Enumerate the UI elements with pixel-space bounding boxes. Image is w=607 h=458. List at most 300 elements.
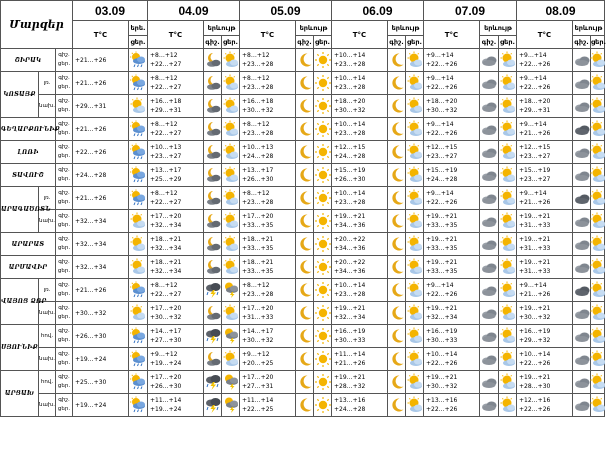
night-label: գիշ. xyxy=(58,213,70,219)
region-name: ԳԵՂԱՐՔՈՒՆԻՔ xyxy=(1,118,56,141)
weather-icon-cell xyxy=(204,49,222,72)
sun-cloud-icon xyxy=(589,373,607,391)
temperature-cell xyxy=(517,141,573,164)
temperature-cell xyxy=(424,233,480,256)
temp-night: +14…+17 xyxy=(242,328,274,335)
sun-cloud-storm-icon xyxy=(222,373,240,391)
night-label: գիշ. xyxy=(58,328,70,334)
weather-icon-cell xyxy=(591,371,605,394)
moon-icon xyxy=(296,97,314,115)
weather-icon-cell xyxy=(591,141,605,164)
temperature-cell xyxy=(148,187,204,210)
sun-cloud-icon xyxy=(499,74,517,92)
sun-cloud-rain-icon xyxy=(129,120,147,138)
weather-icon-cell xyxy=(314,348,332,371)
temperature-cell xyxy=(240,256,296,279)
sun-cloud-icon xyxy=(589,327,607,345)
temp-night: +11…+14 xyxy=(150,397,182,404)
weather-icon-cell xyxy=(499,279,517,302)
weather-icon-cell xyxy=(499,325,517,348)
temp-night: +17…+20 xyxy=(242,213,274,220)
weather-icon-cell xyxy=(129,164,148,187)
weather-icon-cell xyxy=(499,164,517,187)
weather-icon-cell xyxy=(222,72,240,95)
sun-cloud-icon xyxy=(129,97,147,115)
sun-cloud-icon xyxy=(222,97,240,115)
date-header-3: 06.09 xyxy=(332,1,424,21)
subregion-name: նախ. xyxy=(39,302,56,325)
weather-icon-cell xyxy=(388,118,406,141)
temperature-cell xyxy=(517,210,573,233)
weather-icon-cell xyxy=(314,233,332,256)
temp-day: +23…+28 xyxy=(242,130,274,137)
temp-night: +9…+12 xyxy=(242,351,270,358)
temp-night: +19…+21 xyxy=(426,259,458,266)
weather-icon-cell xyxy=(296,210,314,233)
temp-day: +30…+33 xyxy=(334,337,366,344)
temp-night: +9…+14 xyxy=(519,282,547,289)
temperature-cell xyxy=(424,279,480,302)
temp-night: +10…+13 xyxy=(242,144,274,151)
temperature-cell xyxy=(332,95,388,118)
temp-day: +23…+28 xyxy=(334,199,366,206)
temp-night: +24…+28 xyxy=(75,171,107,179)
weather-icon-cell xyxy=(388,371,406,394)
weather-icon-cell xyxy=(406,325,424,348)
sun-cloud-icon xyxy=(589,235,607,253)
temp-day: +22…+26 xyxy=(519,360,551,367)
weather-icon-cell xyxy=(388,210,406,233)
night-abbr-header: գիշ. xyxy=(480,36,499,49)
cloud-storm-icon xyxy=(204,281,222,299)
cloud-icon xyxy=(480,281,498,299)
day-label: ցեր. xyxy=(57,176,71,182)
temperature-cell xyxy=(240,210,296,233)
temperature-cell xyxy=(148,72,204,95)
weather-icon-cell xyxy=(204,325,222,348)
night-abbr-header: գիշ. xyxy=(573,36,591,49)
forecast-row xyxy=(1,233,605,256)
temperature-cell xyxy=(148,49,204,72)
temperature-cell xyxy=(148,233,204,256)
temperature-cell xyxy=(73,233,129,256)
weather-icon-cell xyxy=(499,394,517,417)
sun-cloud-icon xyxy=(589,97,607,115)
temp-day: +22…+26 xyxy=(426,199,458,206)
temperature-cell xyxy=(240,49,296,72)
temperature-cell xyxy=(240,394,296,417)
day-label: ցեր. xyxy=(57,360,71,366)
region-name: ԿՈՏԱՅՔ xyxy=(1,72,39,118)
temp-night: +13…+16 xyxy=(426,397,458,404)
weather-icon-cell xyxy=(406,279,424,302)
moon-cloud-icon xyxy=(204,51,222,69)
temperature-cell xyxy=(240,325,296,348)
weather-icon-cell xyxy=(591,394,605,417)
subregion-name: լռ. xyxy=(39,279,56,302)
time-of-day xyxy=(56,141,73,164)
region-name: ՏԱՎՈՒՇ xyxy=(1,164,56,187)
weather-icon-cell xyxy=(129,348,148,371)
temperature-cell xyxy=(424,394,480,417)
temp-day: +22…+26 xyxy=(426,84,458,91)
temp-day: +30…+32 xyxy=(334,107,366,114)
temp-day: +29…+32 xyxy=(519,337,551,344)
weather-icon-cell xyxy=(314,256,332,279)
weather-icon-cell xyxy=(406,394,424,417)
moon-icon xyxy=(296,258,314,276)
forecast-row xyxy=(1,141,605,164)
temp-day: +31…+33 xyxy=(519,245,551,252)
moon-icon xyxy=(388,304,406,322)
temp-night: +9…+14 xyxy=(426,52,454,59)
weather-icon-cell xyxy=(204,187,222,210)
temp-night: +12…+15 xyxy=(426,144,458,151)
time-of-day xyxy=(56,348,73,371)
temp-day: +28…+32 xyxy=(334,383,366,390)
forecast-row xyxy=(1,302,605,325)
sun-cloud-icon xyxy=(129,235,147,253)
temp-night: +9…+14 xyxy=(519,121,547,128)
weather-icon-cell xyxy=(388,233,406,256)
sun-cloud-icon xyxy=(499,258,517,276)
temp-header: T°C xyxy=(148,21,204,49)
weather-icon-cell xyxy=(480,325,499,348)
sun-icon xyxy=(314,143,332,161)
night-label: գիշ. xyxy=(58,374,70,380)
weather-icon-cell xyxy=(406,187,424,210)
temp-night: +12…+16 xyxy=(519,397,551,404)
day-label: ցեր. xyxy=(57,268,71,274)
weather-icon-cell xyxy=(406,95,424,118)
temp-night: +17…+20 xyxy=(150,213,182,220)
cloud-icon xyxy=(480,258,498,276)
temperature-cell xyxy=(517,164,573,187)
temp-day: +21…+26 xyxy=(519,199,551,206)
weather-icon-cell xyxy=(296,371,314,394)
weather-icon-cell xyxy=(296,325,314,348)
temp-night: +8…+12 xyxy=(242,190,270,197)
weather-icon-cell xyxy=(499,348,517,371)
temp-day: +22…+27 xyxy=(150,61,182,68)
weather-icon-cell xyxy=(480,256,499,279)
day-label: ցեր. xyxy=(57,107,71,113)
sun-cloud-icon xyxy=(222,350,240,368)
weather-icon-cell xyxy=(296,302,314,325)
temperature-cell xyxy=(332,302,388,325)
temp-night: +14…+17 xyxy=(150,328,182,335)
weather-icon-cell xyxy=(591,302,605,325)
temperature-cell xyxy=(240,279,296,302)
temp-day: +22…+26 xyxy=(426,291,458,298)
sun-cloud-icon xyxy=(222,120,240,138)
weather-icon-cell xyxy=(129,233,148,256)
night-label: գիշ. xyxy=(58,236,70,242)
weather-icon-cell xyxy=(314,95,332,118)
cloud-icon xyxy=(480,350,498,368)
sun-cloud-storm-icon xyxy=(222,396,240,414)
weather-icon-cell xyxy=(388,394,406,417)
weather-icon-cell xyxy=(499,256,517,279)
forecast-row xyxy=(1,72,605,95)
temp-night: +20…+22 xyxy=(334,236,366,243)
date-header-1: 04.09 xyxy=(148,1,240,21)
weather-icon-cell xyxy=(406,348,424,371)
temp-night: +17…+20 xyxy=(150,305,182,312)
temperature-cell xyxy=(73,141,129,164)
weather-icon-cell xyxy=(406,141,424,164)
temp-night: +21…+26 xyxy=(75,56,107,64)
weather-icon-cell xyxy=(314,302,332,325)
temperature-cell xyxy=(73,187,129,210)
sun-icon xyxy=(314,212,332,230)
sun-cloud-rain-icon xyxy=(129,396,147,414)
moon-icon xyxy=(388,143,406,161)
moon-icon xyxy=(296,373,314,391)
weather-header: երևույթ xyxy=(296,21,332,36)
temperature-cell xyxy=(148,279,204,302)
weather-icon-cell xyxy=(222,371,240,394)
weather-icon-cell xyxy=(314,118,332,141)
temp-night: +11…+14 xyxy=(334,351,366,358)
weather-icon-cell xyxy=(499,302,517,325)
time-of-day xyxy=(56,302,73,325)
temp-night: +32…+34 xyxy=(75,217,107,225)
sun-cloud-icon xyxy=(406,304,424,322)
sun-icon xyxy=(314,74,332,92)
temp-night: +32…+34 xyxy=(75,240,107,248)
night-abbr-header: գիշ. xyxy=(388,36,406,49)
sun-icon xyxy=(314,258,332,276)
weather-icon-cell xyxy=(129,49,148,72)
sun-icon xyxy=(314,350,332,368)
moon-cloud-icon xyxy=(204,258,222,276)
temp-night: +19…+21 xyxy=(426,374,458,381)
day-label: ցեր. xyxy=(57,153,71,159)
temperature-cell xyxy=(148,302,204,325)
temperature-cell xyxy=(517,72,573,95)
temperature-cell xyxy=(332,72,388,95)
weather-icon-cell xyxy=(480,233,499,256)
temp-night: +8…+12 xyxy=(242,282,270,289)
temperature-cell xyxy=(240,95,296,118)
weather-icon-cell xyxy=(314,394,332,417)
day-abbr-header: ցեր. xyxy=(591,36,605,49)
temp-day: +21…+26 xyxy=(519,291,551,298)
temperature-cell xyxy=(424,325,480,348)
moon-cloud-icon xyxy=(204,74,222,92)
sun-cloud-rain-icon xyxy=(129,373,147,391)
sun-cloud-icon xyxy=(589,258,607,276)
temp-day: +32…+34 xyxy=(150,268,182,275)
moon-icon xyxy=(388,51,406,69)
sun-cloud-icon xyxy=(589,166,607,184)
temp-day: +23…+28 xyxy=(242,61,274,68)
weather-icon-cell xyxy=(204,394,222,417)
temp-night: +19…+21 xyxy=(519,236,551,243)
temperature-cell xyxy=(517,187,573,210)
weather-icon-cell xyxy=(204,141,222,164)
temp-day: +27…+31 xyxy=(242,383,274,390)
temperature-cell xyxy=(240,233,296,256)
cloud-icon xyxy=(480,97,498,115)
weather-icon-cell xyxy=(480,95,499,118)
time-of-day xyxy=(56,95,73,118)
weather-icon-cell xyxy=(480,72,499,95)
temp-night: +26…+30 xyxy=(75,332,107,340)
temperature-cell xyxy=(148,164,204,187)
temp-day: +23…+28 xyxy=(334,61,366,68)
night-label: գիշ. xyxy=(58,190,70,196)
region-name: ԼՈՌԻ xyxy=(1,141,56,164)
temp-night: +10…+14 xyxy=(334,190,366,197)
moon-icon xyxy=(388,74,406,92)
weather-icon-cell xyxy=(129,256,148,279)
temperature-cell xyxy=(424,256,480,279)
sun-cloud-icon xyxy=(222,51,240,69)
temp-day: +23…+28 xyxy=(242,199,274,206)
sun-icon xyxy=(314,304,332,322)
temp-day: +30…+32 xyxy=(426,107,458,114)
moon-icon xyxy=(388,281,406,299)
temp-night: +18…+21 xyxy=(150,236,182,243)
forecast-row xyxy=(1,49,605,72)
temp-day: +31…+33 xyxy=(242,314,274,321)
moon-icon xyxy=(296,350,314,368)
temp-day: +26…+30 xyxy=(150,383,182,390)
temp-night: +15…+19 xyxy=(426,167,458,174)
night-label: գիշ. xyxy=(58,282,70,288)
weather-icon-cell xyxy=(388,256,406,279)
day-label: ցեր. xyxy=(57,130,71,136)
day-label: ցեր. xyxy=(57,84,71,90)
sun-cloud-icon xyxy=(589,396,607,414)
weather-icon-cell xyxy=(296,49,314,72)
weather-icon-cell xyxy=(480,210,499,233)
weather-icon-cell xyxy=(314,141,332,164)
weather-icon-cell xyxy=(406,72,424,95)
sun-cloud-icon xyxy=(222,235,240,253)
temp-night: +19…+21 xyxy=(519,305,551,312)
sun-cloud-icon xyxy=(406,74,424,92)
weather-icon-cell xyxy=(222,118,240,141)
sun-cloud-icon xyxy=(499,143,517,161)
cloud-icon xyxy=(480,235,498,253)
temperature-cell xyxy=(424,371,480,394)
temperature-cell xyxy=(332,256,388,279)
temp-day: +19…+24 xyxy=(150,360,182,367)
subregion-name: հով. xyxy=(39,371,56,394)
temp-day: +24…+28 xyxy=(242,153,274,160)
day-label: ցեր. xyxy=(57,314,71,320)
night-label: գիշ. xyxy=(58,351,70,357)
temp-header: T°C xyxy=(240,21,296,49)
temp-day: +28…+30 xyxy=(519,383,551,390)
temp-day: +23…+28 xyxy=(242,291,274,298)
date-header-4: 07.09 xyxy=(424,1,517,21)
temp-night: +18…+21 xyxy=(242,259,274,266)
sun-cloud-icon xyxy=(589,143,607,161)
weather-icon-cell xyxy=(296,164,314,187)
temperature-cell xyxy=(517,118,573,141)
temp-day: +26…+30 xyxy=(334,176,366,183)
temp-day: +24…+28 xyxy=(334,153,366,160)
sun-icon xyxy=(314,166,332,184)
weather-icon-cell xyxy=(388,141,406,164)
cloud-icon xyxy=(480,166,498,184)
sun-icon xyxy=(314,120,332,138)
weather-icon-cell xyxy=(129,95,148,118)
weather-icon-cell xyxy=(314,325,332,348)
temperature-cell xyxy=(73,394,129,417)
temperature-cell xyxy=(240,141,296,164)
temp-night: +19…+21 xyxy=(334,213,366,220)
moon-icon xyxy=(388,97,406,115)
sun-cloud-icon xyxy=(499,189,517,207)
temp-day: +30…+32 xyxy=(150,314,182,321)
temperature-cell xyxy=(424,49,480,72)
temp-night: +11…+14 xyxy=(242,397,274,404)
temperature-cell xyxy=(240,187,296,210)
time-of-day xyxy=(56,233,73,256)
weather-icon-cell xyxy=(296,394,314,417)
weather-icon-cell xyxy=(129,302,148,325)
weather-icon-cell xyxy=(222,302,240,325)
temp-night: +19…+21 xyxy=(334,305,366,312)
sun-cloud-rain-icon xyxy=(129,327,147,345)
cloud-icon xyxy=(480,51,498,69)
weather-icon-cell xyxy=(204,371,222,394)
temp-day: +23…+27 xyxy=(519,176,551,183)
temp-day: +22…+25 xyxy=(242,406,274,413)
sun-cloud-icon xyxy=(499,350,517,368)
temp-night: +22…+26 xyxy=(75,148,107,156)
temp-day: +33…+35 xyxy=(426,222,458,229)
temperature-cell xyxy=(332,233,388,256)
sun-cloud-storm-icon xyxy=(222,327,240,345)
cloud-storm-icon xyxy=(204,327,222,345)
sun-cloud-icon xyxy=(406,258,424,276)
sun-cloud-icon xyxy=(222,304,240,322)
temp-day: +22…+27 xyxy=(150,130,182,137)
cloud-icon xyxy=(480,212,498,230)
temp-day: +29…+31 xyxy=(150,107,182,114)
temp-day: +23…+28 xyxy=(334,130,366,137)
weather-icon-cell xyxy=(480,164,499,187)
moon-cloud-icon xyxy=(204,235,222,253)
moon-icon xyxy=(388,350,406,368)
weather-icon-cell xyxy=(480,394,499,417)
night-label: գիշ. xyxy=(58,305,70,311)
temp-night: +8…+12 xyxy=(150,121,178,128)
temp-day: +23…+27 xyxy=(150,153,182,160)
temperature-cell xyxy=(424,210,480,233)
moon-icon xyxy=(296,189,314,207)
temperature-cell xyxy=(332,394,388,417)
day-abbr-header: ցեր. xyxy=(314,36,332,49)
weather-icon-cell xyxy=(296,95,314,118)
forecast-row xyxy=(1,210,605,233)
weather-icon-cell xyxy=(314,210,332,233)
temperature-cell xyxy=(332,187,388,210)
temp-night: +17…+20 xyxy=(242,374,274,381)
weather-icon-cell xyxy=(204,348,222,371)
forecast-row xyxy=(1,118,605,141)
forecast-row xyxy=(1,95,605,118)
subregion-name: նախ. xyxy=(39,210,56,233)
weather-icon-cell xyxy=(204,72,222,95)
weather-icon-cell xyxy=(406,302,424,325)
